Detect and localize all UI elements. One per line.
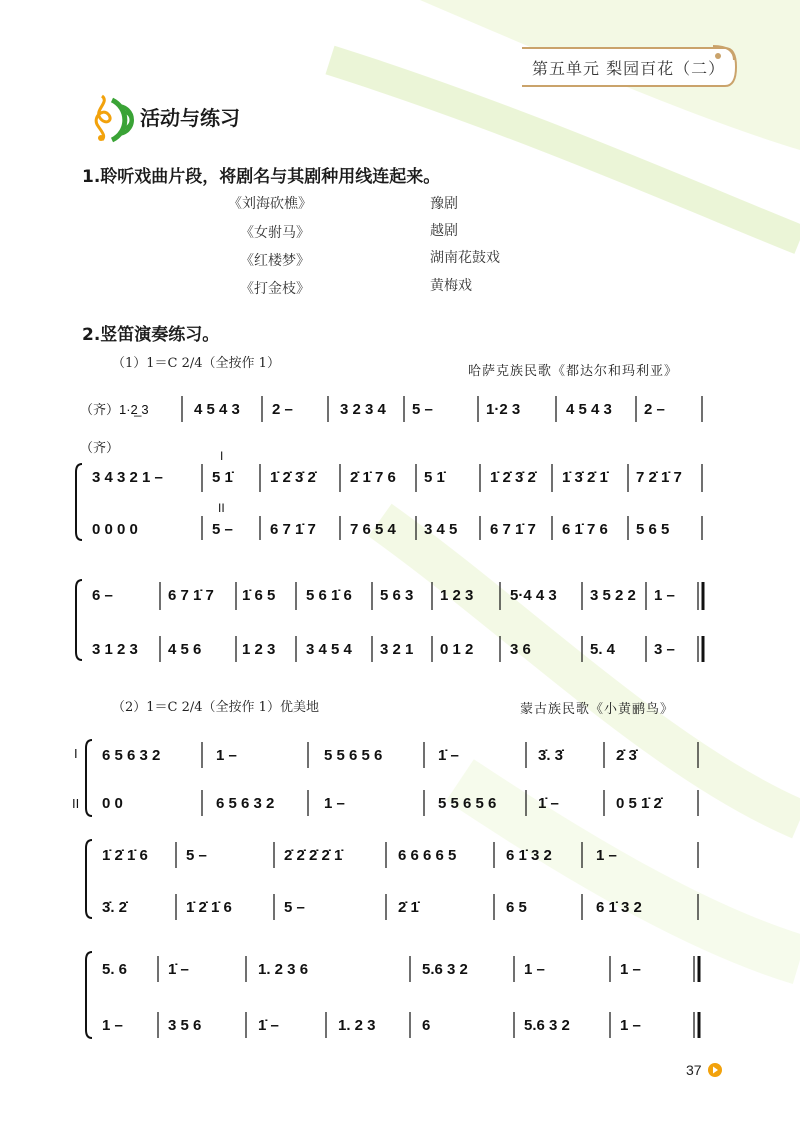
svg-text:1̇ 2̇ 1̇ 6: 1̇ 2̇ 1̇ 6 xyxy=(186,899,232,916)
svg-text:6 5: 6 5 xyxy=(506,899,527,916)
svg-text:3 2 3 4: 3 2 3 4 xyxy=(340,401,386,418)
section-title: 活动与练习 xyxy=(140,106,240,130)
svg-text:4 5 4 3: 4 5 4 3 xyxy=(566,401,612,418)
svg-text:1̇ –: 1̇ – xyxy=(538,795,559,812)
genre-item: 黄梅戏 xyxy=(430,278,472,294)
svg-text:1 –: 1 – xyxy=(620,1017,641,1034)
svg-text:6 1̇ 3 2: 6 1̇ 3 2 xyxy=(596,899,642,916)
play-item: 《女驸马》 xyxy=(240,225,310,241)
question-2-title: 2.竖笛演奏练习。 xyxy=(82,325,220,345)
unit-label: 第五单元 梨园百花（二） xyxy=(532,59,726,78)
svg-text:2 –: 2 – xyxy=(272,401,293,418)
svg-text:1. 2 3: 1. 2 3 xyxy=(338,1017,376,1034)
svg-text:5 6 3: 5 6 3 xyxy=(380,587,414,604)
svg-text:3 5 6: 3 5 6 xyxy=(168,1017,202,1034)
unit-tab xyxy=(520,42,740,92)
svg-text:II: II xyxy=(218,501,225,515)
svg-text:5 1̇: 5 1̇ xyxy=(212,469,233,486)
svg-text:6 7 1̇ 7: 6 7 1̇ 7 xyxy=(490,521,536,538)
play-circle-icon xyxy=(707,1062,723,1078)
score-piece-2 xyxy=(70,728,710,1058)
svg-text:1̇ –: 1̇ – xyxy=(438,747,459,764)
svg-text:1 –: 1 – xyxy=(596,847,617,864)
svg-text:0 5 1̇ 2̇: 0 5 1̇ 2̇ xyxy=(616,795,662,812)
svg-text:0 1 2: 0 1 2 xyxy=(440,641,474,658)
svg-text:6 5 6 3 2: 6 5 6 3 2 xyxy=(102,747,161,764)
piece-2-source: 蒙古族民歌《小黄鹂鸟》 xyxy=(520,702,675,717)
svg-text:5 –: 5 – xyxy=(212,521,233,538)
play-item: 《红楼梦》 xyxy=(240,253,310,269)
svg-text:5 5 6 5 6: 5 5 6 5 6 xyxy=(438,795,497,812)
svg-text:6 5 6 3 2: 6 5 6 3 2 xyxy=(216,795,275,812)
svg-text:3 5 2 2: 3 5 2 2 xyxy=(590,587,636,604)
svg-text:5 –: 5 – xyxy=(412,401,433,418)
svg-text:6 1̇ 7 6: 6 1̇ 7 6 xyxy=(562,521,608,538)
svg-text:5 5 6 5 6: 5 5 6 5 6 xyxy=(324,747,383,764)
svg-text:1 –: 1 – xyxy=(324,795,345,812)
svg-text:5 1̇: 5 1̇ xyxy=(424,469,445,486)
piece-1-source: 哈萨克族民歌《都达尔和玛利亚》 xyxy=(468,364,679,379)
svg-text:1̇ 2̇ 1̇ 6: 1̇ 2̇ 1̇ 6 xyxy=(102,847,148,864)
svg-text:II: II xyxy=(72,796,80,811)
svg-text:1 –: 1 – xyxy=(216,747,237,764)
svg-text:7 6 5 4: 7 6 5 4 xyxy=(350,521,396,538)
svg-text:5·4 4 3: 5·4 4 3 xyxy=(510,587,557,604)
svg-text:2̇ 2̇ 2̇ 2̇ 1̇: 2̇ 2̇ 2̇ 2̇ 1̇ xyxy=(284,847,343,864)
svg-text:5. 6: 5. 6 xyxy=(102,961,128,978)
svg-text:I: I xyxy=(74,746,78,761)
svg-text:1̇ 2̇ 3̇ 2̇: 1̇ 2̇ 3̇ 2̇ xyxy=(490,469,536,486)
svg-text:1̇ –: 1̇ – xyxy=(258,1017,279,1034)
score-piece-1 xyxy=(70,384,710,674)
svg-text:4 5 4 3: 4 5 4 3 xyxy=(194,401,240,418)
svg-text:2̇ 1̇ 7 6: 2̇ 1̇ 7 6 xyxy=(350,469,396,486)
svg-text:2̇ 3̇: 2̇ 3̇ xyxy=(616,747,637,764)
svg-text:3̇. 2̇: 3̇. 2̇ xyxy=(102,899,128,916)
svg-text:3 6: 3 6 xyxy=(510,641,531,658)
svg-text:1. 2 3 6: 1. 2 3 6 xyxy=(258,961,309,978)
svg-text:1̇ 2̇ 3̇ 2̇: 1̇ 2̇ 3̇ 2̇ xyxy=(270,469,316,486)
svg-text:7 2̇ 1̇ 7: 7 2̇ 1̇ 7 xyxy=(636,469,682,486)
svg-text:3̇. 3̇: 3̇. 3̇ xyxy=(538,747,564,764)
svg-text:5. 4: 5. 4 xyxy=(590,641,616,658)
svg-text:I: I xyxy=(220,449,224,463)
svg-text:0 0: 0 0 xyxy=(102,795,123,812)
question-1-title: 1.聆听戏曲片段，将剧名与其剧种用线连起来。 xyxy=(82,167,441,187)
page-number xyxy=(686,1062,723,1078)
svg-text:5 –: 5 – xyxy=(284,899,305,916)
piece-1-heading: （1）1＝C 2/4（全按作 1） xyxy=(112,356,280,371)
svg-text:1̇ 6 5: 1̇ 6 5 xyxy=(242,587,276,604)
svg-text:1̇ –: 1̇ – xyxy=(168,961,189,978)
genre-item: 豫剧 xyxy=(430,196,458,212)
svg-text:（齐）: （齐） xyxy=(80,440,120,455)
treble-clef-sound-icon xyxy=(88,92,140,144)
play-item: 《打金枝》 xyxy=(240,281,310,297)
svg-text:1̇ 3̇ 2̇ 1̇: 1̇ 3̇ 2̇ 1̇ xyxy=(562,469,608,486)
svg-text:5.6 3 2: 5.6 3 2 xyxy=(422,961,468,978)
play-item: 《刘海砍樵》 xyxy=(228,196,312,212)
svg-text:3 2 1: 3 2 1 xyxy=(380,641,414,658)
page-number-text: 37 xyxy=(686,1062,702,1078)
genre-item: 越剧 xyxy=(430,223,458,239)
svg-text:2̇ 1̇: 2̇ 1̇ xyxy=(398,899,419,916)
svg-text:5 6 1̇ 6: 5 6 1̇ 6 xyxy=(306,587,352,604)
svg-text:6 –: 6 – xyxy=(92,587,113,604)
svg-text:1 –: 1 – xyxy=(524,961,545,978)
svg-text:6 1̇ 3 2: 6 1̇ 3 2 xyxy=(506,847,552,864)
svg-text:1 –: 1 – xyxy=(654,587,675,604)
svg-text:2 –: 2 – xyxy=(644,401,665,418)
svg-text:3 4 3 2 1 –: 3 4 3 2 1 – xyxy=(92,469,163,486)
piece-2-heading: （2）1＝C 2/4（全按作 1）优美地 xyxy=(112,700,319,715)
svg-text:6 6 6 6 5: 6 6 6 6 5 xyxy=(398,847,457,864)
svg-text:3 1 2 3: 3 1 2 3 xyxy=(92,641,138,658)
svg-text:1 2 3: 1 2 3 xyxy=(242,641,276,658)
svg-text:1 –: 1 – xyxy=(102,1017,123,1034)
svg-text:6: 6 xyxy=(422,1017,431,1034)
svg-text:3 –: 3 – xyxy=(654,641,675,658)
genre-item: 湖南花鼓戏 xyxy=(430,250,500,266)
svg-text:0 0 0 0: 0 0 0 0 xyxy=(92,521,138,538)
svg-text:3 4 5 4: 3 4 5 4 xyxy=(306,641,352,658)
svg-text:1 2 3: 1 2 3 xyxy=(440,587,474,604)
svg-text:5 –: 5 – xyxy=(186,847,207,864)
svg-text:1 –: 1 – xyxy=(620,961,641,978)
svg-text:5 6 5: 5 6 5 xyxy=(636,521,670,538)
svg-text:6 7 1̇ 7: 6 7 1̇ 7 xyxy=(270,521,316,538)
svg-text:5.6 3 2: 5.6 3 2 xyxy=(524,1017,570,1034)
svg-text:4 5 6: 4 5 6 xyxy=(168,641,202,658)
svg-text:3 4 5: 3 4 5 xyxy=(424,521,458,538)
svg-text:6 7 1̇ 7: 6 7 1̇ 7 xyxy=(168,587,214,604)
svg-text:（齐）1·2̲ 3: （齐）1·2̲ 3 xyxy=(80,402,149,417)
svg-text:1·2 3: 1·2 3 xyxy=(486,401,521,418)
